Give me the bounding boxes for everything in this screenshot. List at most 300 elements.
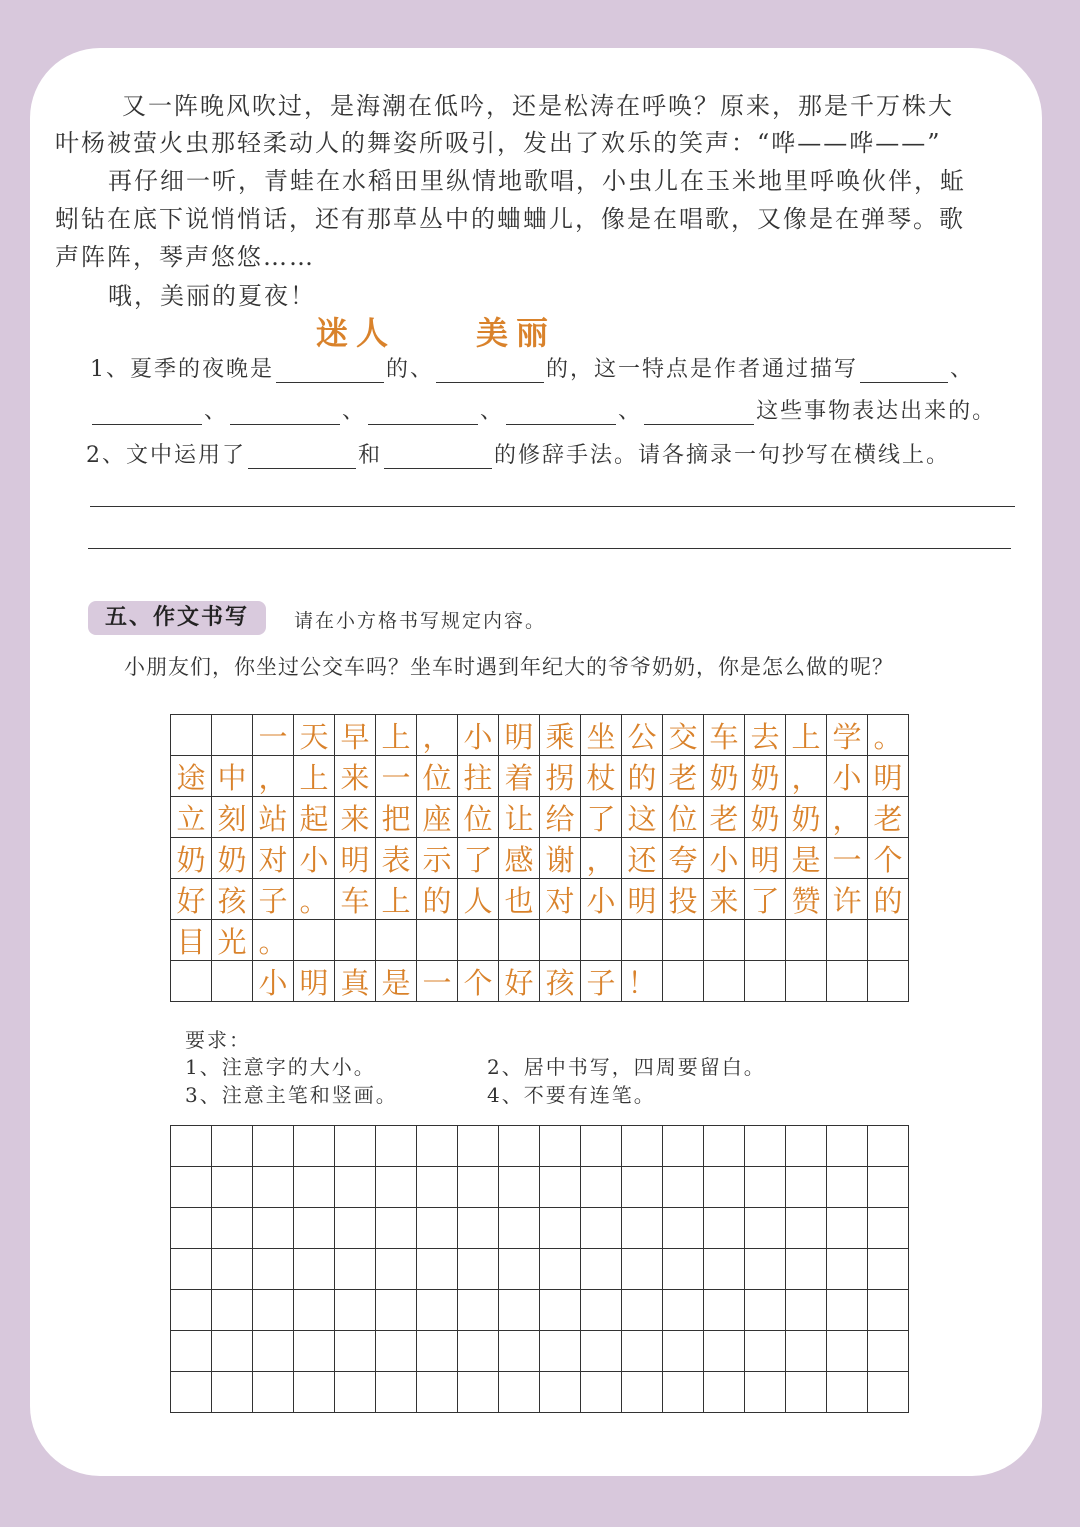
- grid-cell: 公: [622, 715, 663, 756]
- practice-cell[interactable]: [212, 1372, 253, 1413]
- grid-cell: 一: [827, 838, 868, 879]
- grid-cell: 起: [294, 797, 335, 838]
- requirement-item: 3、注意主笔和竖画。: [185, 1083, 398, 1107]
- practice-cell[interactable]: [827, 1167, 868, 1208]
- grid-cell: 明: [745, 838, 786, 879]
- practice-cell[interactable]: [827, 1208, 868, 1249]
- question-text: 夏季的夜晚是: [130, 357, 275, 382]
- practice-cell[interactable]: [868, 1249, 909, 1290]
- grid-cell: 上: [376, 879, 417, 920]
- practice-cell[interactable]: [294, 1372, 335, 1413]
- practice-cell[interactable]: [663, 1372, 704, 1413]
- practice-cell[interactable]: [458, 1249, 499, 1290]
- practice-cell[interactable]: [868, 1290, 909, 1331]
- practice-cell[interactable]: [868, 1331, 909, 1372]
- grid-cell: 一: [253, 715, 294, 756]
- practice-cell[interactable]: [540, 1290, 581, 1331]
- practice-cell[interactable]: [417, 1290, 458, 1331]
- question-number: 2、: [86, 443, 126, 468]
- practice-cell[interactable]: [376, 1208, 417, 1249]
- grid-cell: 去: [745, 715, 786, 756]
- practice-cell[interactable]: [253, 1290, 294, 1331]
- grid-cell: 老: [663, 756, 704, 797]
- practice-cell[interactable]: [663, 1208, 704, 1249]
- practice-cell[interactable]: [581, 1249, 622, 1290]
- grid-cell: 。: [868, 715, 909, 756]
- grid-cell: 老: [704, 797, 745, 838]
- practice-cell[interactable]: [581, 1290, 622, 1331]
- answer-blank[interactable]: [92, 400, 202, 425]
- separator: 、: [618, 399, 643, 424]
- answer-line[interactable]: [90, 506, 1015, 507]
- grid-cell: 感: [499, 838, 540, 879]
- grid-cell: 上: [294, 756, 335, 797]
- grid-cell: 也: [499, 879, 540, 920]
- question-text: 的、: [386, 357, 435, 382]
- grid-cell: 乘: [540, 715, 581, 756]
- question-text: 这些事物表达出来的。: [756, 399, 997, 424]
- grid-cell: 小: [458, 715, 499, 756]
- practice-cell[interactable]: [417, 1331, 458, 1372]
- grid-cell: 坐: [581, 715, 622, 756]
- grid-cell: 刻: [212, 797, 253, 838]
- grid-cell: ，: [417, 715, 458, 756]
- grid-cell: [622, 920, 663, 961]
- grid-cell: 真: [335, 961, 376, 1002]
- practice-cell[interactable]: [458, 1167, 499, 1208]
- grid-cell: 让: [499, 797, 540, 838]
- practice-cell[interactable]: [540, 1208, 581, 1249]
- section-note: 请在小方格书写规定内容。: [294, 610, 547, 632]
- grid-cell: 明: [294, 961, 335, 1002]
- practice-cell[interactable]: [540, 1331, 581, 1372]
- grid-cell: 表: [376, 838, 417, 879]
- grid-cell: 的: [622, 756, 663, 797]
- question-number: 1、: [90, 357, 130, 382]
- writing-prompt: 小朋友们，你坐过公交车吗？坐车时遇到年纪大的爷爷奶奶，你是怎么做的呢？: [124, 655, 894, 679]
- practice-cell[interactable]: [499, 1372, 540, 1413]
- practice-cell[interactable]: [622, 1290, 663, 1331]
- grid-cell: 谢: [540, 838, 581, 879]
- practice-cell[interactable]: [212, 1126, 253, 1167]
- grid-cell: 站: [253, 797, 294, 838]
- grid-cell: [499, 920, 540, 961]
- practice-cell[interactable]: [622, 1331, 663, 1372]
- practice-cell[interactable]: [827, 1331, 868, 1372]
- question-text: 、: [950, 357, 975, 382]
- practice-cell[interactable]: [663, 1249, 704, 1290]
- practice-cell[interactable]: [417, 1126, 458, 1167]
- grid-cell: 着: [499, 756, 540, 797]
- grid-cell: 这: [622, 797, 663, 838]
- practice-cell[interactable]: [335, 1290, 376, 1331]
- practice-cell[interactable]: [786, 1208, 827, 1249]
- answer-line[interactable]: [88, 548, 1011, 549]
- practice-cell[interactable]: [540, 1167, 581, 1208]
- answer-blank[interactable]: [384, 444, 492, 469]
- grid-cell: 子: [253, 879, 294, 920]
- grid-cell: 明: [499, 715, 540, 756]
- practice-cell[interactable]: [745, 1249, 786, 1290]
- grid-cell: 夸: [663, 838, 704, 879]
- practice-cell[interactable]: [499, 1126, 540, 1167]
- practice-cell[interactable]: [376, 1167, 417, 1208]
- grid-cell: 小: [704, 838, 745, 879]
- grid-cell: 小: [294, 838, 335, 879]
- grid-cell: ，: [253, 756, 294, 797]
- practice-cell[interactable]: [581, 1167, 622, 1208]
- practice-cell[interactable]: [294, 1208, 335, 1249]
- answer-blank[interactable]: [436, 358, 544, 383]
- grid-cell: [868, 920, 909, 961]
- practice-cell[interactable]: [745, 1208, 786, 1249]
- grid-cell: [868, 961, 909, 1002]
- practice-cell[interactable]: [827, 1249, 868, 1290]
- practice-cell[interactable]: [253, 1126, 294, 1167]
- passage-line: 又一阵晚风吹过，是海潮在低吟，还是松涛在呼唤？原来，那是千万株大: [122, 92, 954, 120]
- practice-cell[interactable]: [253, 1208, 294, 1249]
- grid-cell: 车: [335, 879, 376, 920]
- practice-cell[interactable]: [458, 1372, 499, 1413]
- practice-cell[interactable]: [581, 1372, 622, 1413]
- grid-cell: [663, 920, 704, 961]
- grid-cell: 人: [458, 879, 499, 920]
- grid-cell: ！: [622, 961, 663, 1002]
- requirement-item: 4、不要有连笔。: [487, 1083, 656, 1107]
- practice-cell[interactable]: [335, 1249, 376, 1290]
- practice-cell[interactable]: [458, 1126, 499, 1167]
- grid-cell: [704, 920, 745, 961]
- practice-cell[interactable]: [171, 1290, 212, 1331]
- grid-cell: 明: [622, 879, 663, 920]
- grid-cell: [745, 920, 786, 961]
- grid-cell: 奶: [786, 797, 827, 838]
- practice-cell[interactable]: [868, 1208, 909, 1249]
- grid-cell: 光: [212, 920, 253, 961]
- practice-cell[interactable]: [171, 1331, 212, 1372]
- practice-cell[interactable]: [581, 1208, 622, 1249]
- grid-cell: 立: [171, 797, 212, 838]
- question-1-line-2: [90, 394, 996, 425]
- practice-cell[interactable]: [868, 1372, 909, 1413]
- practice-cell[interactable]: [294, 1249, 335, 1290]
- grid-cell: 来: [335, 756, 376, 797]
- practice-cell[interactable]: [499, 1290, 540, 1331]
- grid-cell: ，: [786, 756, 827, 797]
- grid-cell: 目: [171, 920, 212, 961]
- practice-cell[interactable]: [499, 1208, 540, 1249]
- grid-cell: [335, 920, 376, 961]
- practice-cell[interactable]: [704, 1290, 745, 1331]
- grid-cell: 对: [540, 879, 581, 920]
- practice-cell[interactable]: [212, 1249, 253, 1290]
- practice-cell[interactable]: [499, 1167, 540, 1208]
- grid-cell: 还: [622, 838, 663, 879]
- grid-cell: 好: [171, 879, 212, 920]
- separator: 、: [342, 399, 367, 424]
- practice-cell[interactable]: [294, 1331, 335, 1372]
- practice-cell[interactable]: [458, 1331, 499, 1372]
- grid-cell: [786, 961, 827, 1002]
- practice-cell[interactable]: [622, 1249, 663, 1290]
- practice-cell[interactable]: [171, 1167, 212, 1208]
- grid-cell: 车: [704, 715, 745, 756]
- practice-cell[interactable]: [663, 1167, 704, 1208]
- grid-cell: 奶: [745, 756, 786, 797]
- practice-cell[interactable]: [253, 1331, 294, 1372]
- grid-cell: 把: [376, 797, 417, 838]
- practice-cell[interactable]: [622, 1167, 663, 1208]
- grid-cell: 奶: [745, 797, 786, 838]
- practice-cell[interactable]: [786, 1167, 827, 1208]
- grid-cell: [294, 920, 335, 961]
- practice-cell[interactable]: [581, 1331, 622, 1372]
- grid-cell: 。: [294, 879, 335, 920]
- grid-cell: 了: [581, 797, 622, 838]
- practice-cell[interactable]: [868, 1126, 909, 1167]
- practice-cell[interactable]: [335, 1167, 376, 1208]
- grid-cell: 奶: [171, 838, 212, 879]
- answer-blank[interactable]: [276, 358, 384, 383]
- practice-cell[interactable]: [212, 1167, 253, 1208]
- practice-cell[interactable]: [253, 1372, 294, 1413]
- grid-cell: 小: [581, 879, 622, 920]
- separator: 、: [480, 399, 505, 424]
- practice-cell[interactable]: [704, 1331, 745, 1372]
- practice-cell[interactable]: [786, 1249, 827, 1290]
- grid-cell: [581, 920, 622, 961]
- sample-writing-grid: [170, 714, 909, 1002]
- question-text: 和: [358, 443, 383, 468]
- grid-cell: 的: [417, 879, 458, 920]
- practice-cell[interactable]: [376, 1372, 417, 1413]
- grid-cell: [540, 920, 581, 961]
- grid-cell: 一: [376, 756, 417, 797]
- grid-cell: 个: [458, 961, 499, 1002]
- practice-cell[interactable]: [335, 1208, 376, 1249]
- requirement-item: 1、注意字的大小。: [185, 1055, 376, 1079]
- grid-cell: 是: [376, 961, 417, 1002]
- grid-cell: 位: [663, 797, 704, 838]
- practice-cell[interactable]: [581, 1126, 622, 1167]
- practice-cell[interactable]: [376, 1331, 417, 1372]
- grid-cell: 来: [335, 797, 376, 838]
- grid-cell: [745, 961, 786, 1002]
- grid-cell: ，: [827, 797, 868, 838]
- requirements-title: 要求：: [185, 1028, 251, 1052]
- practice-cell[interactable]: [622, 1372, 663, 1413]
- section-title: 五、作文书写: [88, 601, 266, 635]
- handwritten-answer-2: 美丽: [476, 314, 557, 352]
- question-text: 文中运用了: [126, 443, 247, 468]
- practice-cell[interactable]: [786, 1372, 827, 1413]
- grid-cell: 孩: [540, 961, 581, 1002]
- grid-cell: 上: [786, 715, 827, 756]
- grid-cell: 天: [294, 715, 335, 756]
- answer-blank[interactable]: [230, 400, 340, 425]
- practice-cell[interactable]: [171, 1249, 212, 1290]
- separator: 、: [204, 399, 229, 424]
- practice-cell[interactable]: [499, 1331, 540, 1372]
- practice-cell[interactable]: [622, 1208, 663, 1249]
- handwritten-answer-1: 迷人: [316, 314, 397, 352]
- practice-cell[interactable]: [212, 1331, 253, 1372]
- practice-writing-grid[interactable]: [170, 1125, 909, 1413]
- grid-cell: [827, 961, 868, 1002]
- practice-cell[interactable]: [704, 1249, 745, 1290]
- grid-cell: [786, 920, 827, 961]
- grid-cell: 奶: [212, 838, 253, 879]
- practice-cell[interactable]: [827, 1126, 868, 1167]
- question-text: 的，这一特点是作者通过描写: [546, 357, 859, 382]
- worksheet-page: [30, 48, 1042, 1476]
- practice-cell[interactable]: [417, 1167, 458, 1208]
- practice-cell[interactable]: [171, 1126, 212, 1167]
- grid-cell: 。: [253, 920, 294, 961]
- grid-cell: 中: [212, 756, 253, 797]
- practice-cell[interactable]: [745, 1126, 786, 1167]
- practice-cell[interactable]: [868, 1167, 909, 1208]
- grid-cell: 杖: [581, 756, 622, 797]
- practice-cell[interactable]: [540, 1126, 581, 1167]
- practice-cell[interactable]: [663, 1290, 704, 1331]
- grid-cell: 赞: [786, 879, 827, 920]
- answer-blank[interactable]: [860, 358, 948, 383]
- practice-cell[interactable]: [294, 1167, 335, 1208]
- grid-cell: [212, 961, 253, 1002]
- practice-cell[interactable]: [786, 1290, 827, 1331]
- grid-cell: 对: [253, 838, 294, 879]
- grid-cell: 好: [499, 961, 540, 1002]
- grid-cell: 许: [827, 879, 868, 920]
- grid-cell: 奶: [704, 756, 745, 797]
- grid-cell: 的: [868, 879, 909, 920]
- grid-cell: [212, 715, 253, 756]
- practice-cell[interactable]: [786, 1126, 827, 1167]
- practice-cell[interactable]: [212, 1290, 253, 1331]
- grid-cell: [171, 961, 212, 1002]
- practice-cell[interactable]: [827, 1290, 868, 1331]
- grid-cell: 老: [868, 797, 909, 838]
- grid-cell: 了: [458, 838, 499, 879]
- practice-cell[interactable]: [745, 1290, 786, 1331]
- practice-cell[interactable]: [704, 1372, 745, 1413]
- grid-cell: 是: [786, 838, 827, 879]
- grid-cell: 学: [827, 715, 868, 756]
- grid-cell: [704, 961, 745, 1002]
- grid-cell: 途: [171, 756, 212, 797]
- grid-cell: 来: [704, 879, 745, 920]
- grid-cell: 早: [335, 715, 376, 756]
- answer-blank[interactable]: [506, 400, 616, 425]
- passage-line: 哦，美丽的夏夜！: [108, 282, 316, 310]
- practice-cell[interactable]: [499, 1249, 540, 1290]
- grid-cell: 明: [868, 756, 909, 797]
- grid-cell: 示: [417, 838, 458, 879]
- practice-cell[interactable]: [663, 1331, 704, 1372]
- grid-cell: 给: [540, 797, 581, 838]
- grid-cell: 位: [417, 756, 458, 797]
- practice-cell[interactable]: [745, 1372, 786, 1413]
- practice-cell[interactable]: [212, 1208, 253, 1249]
- answer-blank[interactable]: [644, 400, 754, 425]
- passage-line: 蚓钻在底下说悄悄话，还有那草丛中的蛐蛐儿，像是在唱歌，又像是在弹琴。歌: [55, 205, 965, 233]
- practice-cell[interactable]: [417, 1208, 458, 1249]
- grid-cell: [663, 961, 704, 1002]
- practice-cell[interactable]: [745, 1167, 786, 1208]
- practice-cell[interactable]: [294, 1126, 335, 1167]
- practice-cell[interactable]: [335, 1126, 376, 1167]
- practice-cell[interactable]: [376, 1126, 417, 1167]
- requirement-item: 2、居中书写，四周要留白。: [487, 1055, 766, 1079]
- practice-cell[interactable]: [663, 1126, 704, 1167]
- practice-cell[interactable]: [827, 1372, 868, 1413]
- practice-cell[interactable]: [376, 1290, 417, 1331]
- practice-cell[interactable]: [253, 1249, 294, 1290]
- practice-cell[interactable]: [171, 1208, 212, 1249]
- question-text: 的修辞手法。请各摘录一句抄写在横线上。: [494, 443, 951, 468]
- grid-cell: 拐: [540, 756, 581, 797]
- practice-cell[interactable]: [786, 1331, 827, 1372]
- grid-cell: [458, 920, 499, 961]
- question-1-line-1: [90, 352, 974, 383]
- grid-cell: 小: [253, 961, 294, 1002]
- answer-blank[interactable]: [248, 444, 356, 469]
- grid-cell: ，: [581, 838, 622, 879]
- practice-cell[interactable]: [704, 1208, 745, 1249]
- practice-cell[interactable]: [417, 1372, 458, 1413]
- practice-cell[interactable]: [335, 1372, 376, 1413]
- practice-cell[interactable]: [253, 1167, 294, 1208]
- grid-cell: [171, 715, 212, 756]
- grid-cell: 一: [417, 961, 458, 1002]
- grid-cell: [376, 920, 417, 961]
- grid-cell: 交: [663, 715, 704, 756]
- answer-blank[interactable]: [368, 400, 478, 425]
- question-2: [86, 438, 950, 469]
- grid-cell: 小: [827, 756, 868, 797]
- passage-line: 声阵阵，琴声悠悠……: [55, 243, 315, 271]
- grid-cell: 了: [745, 879, 786, 920]
- grid-cell: 明: [335, 838, 376, 879]
- practice-cell[interactable]: [458, 1290, 499, 1331]
- practice-cell[interactable]: [417, 1249, 458, 1290]
- practice-cell[interactable]: [540, 1372, 581, 1413]
- practice-cell[interactable]: [540, 1249, 581, 1290]
- practice-cell[interactable]: [458, 1208, 499, 1249]
- practice-cell[interactable]: [335, 1331, 376, 1372]
- passage-line: 再仔细一听，青蛙在水稻田里纵情地歌唱，小虫儿在玉米地里呼唤伙伴，蚯: [108, 167, 966, 195]
- grid-cell: [417, 920, 458, 961]
- practice-cell[interactable]: [622, 1126, 663, 1167]
- grid-cell: 投: [663, 879, 704, 920]
- practice-cell[interactable]: [376, 1249, 417, 1290]
- grid-cell: 拄: [458, 756, 499, 797]
- grid-cell: 个: [868, 838, 909, 879]
- grid-cell: 子: [581, 961, 622, 1002]
- practice-cell[interactable]: [704, 1126, 745, 1167]
- grid-cell: 孩: [212, 879, 253, 920]
- practice-cell[interactable]: [294, 1290, 335, 1331]
- practice-cell[interactable]: [745, 1331, 786, 1372]
- grid-cell: 位: [458, 797, 499, 838]
- grid-cell: 上: [376, 715, 417, 756]
- practice-cell[interactable]: [171, 1372, 212, 1413]
- grid-cell: 座: [417, 797, 458, 838]
- practice-cell[interactable]: [704, 1167, 745, 1208]
- grid-cell: [827, 920, 868, 961]
- passage-line: 叶杨被萤火虫那轻柔动人的舞姿所吸引，发出了欢乐的笑声：“哗——哗——”: [55, 129, 942, 157]
